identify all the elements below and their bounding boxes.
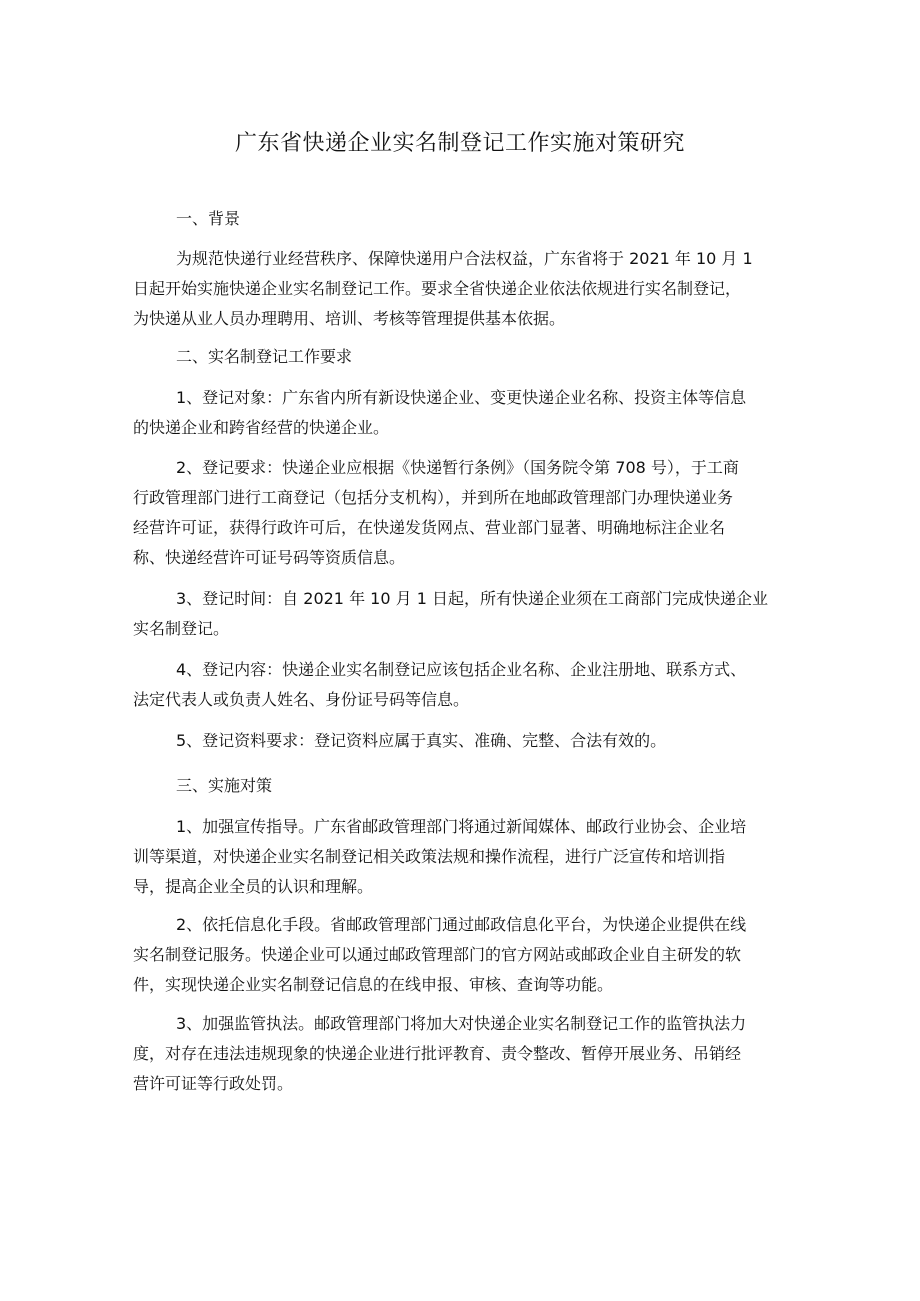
paragraph-line: 的快递企业和跨省经营的快递企业。 <box>133 418 390 437</box>
paragraph-line: 日起开始实施快递企业实名制登记工作。要求全省快递企业依法依规进行实名制登记， <box>133 279 742 298</box>
section-heading-background: 一、背景 <box>176 209 241 228</box>
paragraph-line: 件，实现快递企业实名制登记信息的在线申报、审核、查询等功能。 <box>133 975 614 994</box>
paragraph-registration-requirements <box>133 453 793 573</box>
paragraph-line: 1、登记对象：广东省内所有新设快递企业、变更快递企业名称、投资主体等信息 <box>176 388 747 407</box>
paragraph-line: 2、登记要求：快递企业应根据《快递暂行条例》（国务院令第 708 号），于工商 <box>176 458 739 477</box>
paragraph-line: 训等渠道，对快递企业实名制登记相关政策法规和操作流程，进行广泛宣传和培训指 <box>133 847 726 866</box>
paragraph-line: 3、加强监管执法。邮政管理部门将加大对快递企业实名制登记工作的监管执法力 <box>176 1014 747 1033</box>
paragraph-line: 4、登记内容：快递企业实名制登记应该包括企业名称、企业注册地、联系方式、 <box>176 660 747 679</box>
paragraph-line: 3、登记时间：自 2021 年 10 月 1 日起，所有快递企业须在工商部门完成快递企业 <box>176 589 768 608</box>
paragraph-registration-materials <box>133 726 793 756</box>
paragraph-line: 法定代表人或负责人姓名、身份证号码等信息。 <box>133 690 470 709</box>
document-title: 广东省快递企业实名制登记工作实施对策研究 <box>234 131 685 156</box>
paragraph-line: 实名制登记。 <box>133 619 230 638</box>
paragraph-line: 为规范快递行业经营秩序、保障快递用户合法权益，广东省将于 2021 年 10 月 1 <box>176 249 753 268</box>
paragraph-line: 营许可证等行政处罚。 <box>133 1074 294 1093</box>
paragraph-line: 导，提高企业全员的认识和理解。 <box>133 877 374 896</box>
paragraph-line: 行政管理部门进行工商登记（包括分支机构），并到所在地邮政管理部门办理快递业务 <box>133 488 734 507</box>
section-heading-requirements: 二、实名制登记工作要求 <box>176 347 353 366</box>
paragraph-line: 实名制登记服务。快递企业可以通过邮政管理部门的官方网站或邮政企业自主研发的软 <box>133 945 742 964</box>
section-heading-measures: 三、实施对策 <box>176 776 273 795</box>
paragraph-publicity-guidance <box>133 812 793 902</box>
paragraph-line: 2、依托信息化手段。省邮政管理部门通过邮政信息化平台，为快递企业提供在线 <box>176 915 747 934</box>
paragraph-supervision <box>133 1009 793 1099</box>
paragraph-registration-time <box>133 584 793 644</box>
paragraph-registration-target <box>133 383 793 443</box>
paragraph-line: 1、加强宣传指导。广东省邮政管理部门将通过新闻媒体、邮政行业协会、企业培 <box>176 817 747 836</box>
paragraph-line: 称、快递经营许可证号码等资质信息。 <box>133 548 406 567</box>
paragraph-line: 度，对存在违法违规现象的快递企业进行批评教育、责令整改、暂停开展业务、吊销经 <box>133 1044 742 1063</box>
paragraph-registration-content <box>133 655 793 715</box>
paragraph-informatization <box>133 910 793 1000</box>
paragraph-background <box>133 244 793 334</box>
paragraph-line: 为快递从业人员办理聘用、培训、考核等管理提供基本依据。 <box>133 309 566 328</box>
paragraph-line: 5、登记资料要求：登记资料应属于真实、准确、完整、合法有效的。 <box>176 731 667 750</box>
paragraph-line: 经营许可证，获得行政许可后，在快递发货网点、营业部门显著、明确地标注企业名 <box>133 518 726 537</box>
